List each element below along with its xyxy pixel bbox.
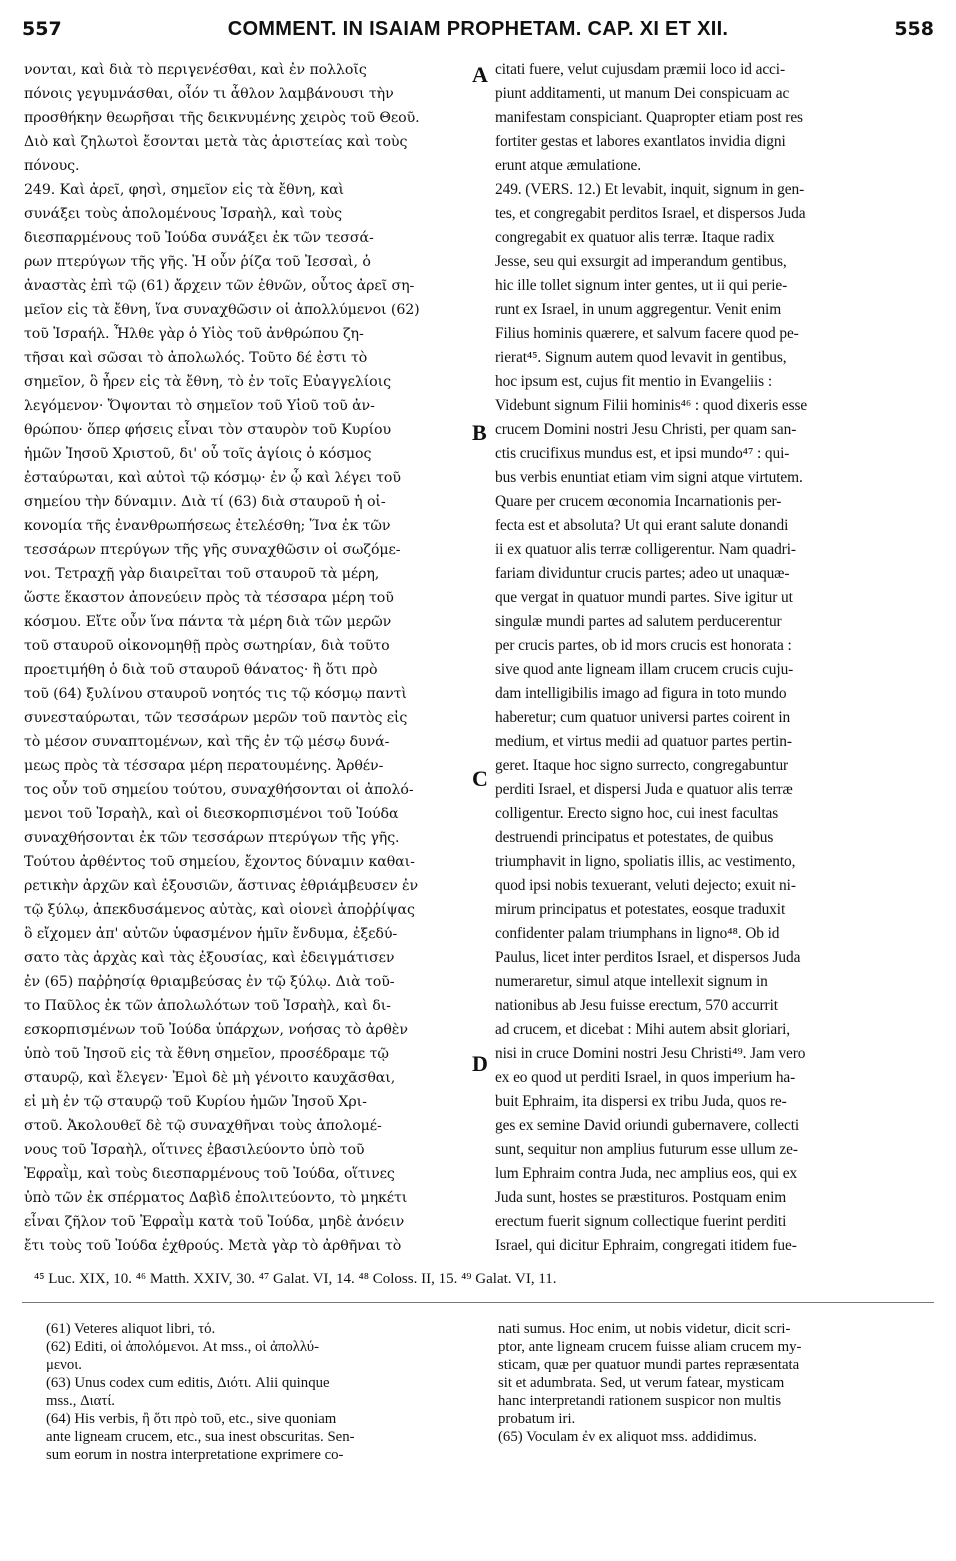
margin-letter-c: C [472,766,488,791]
latin-text-line: hoc ipsum est, cujus fit mentio in Evangeliis : [495,373,772,390]
footnote-line: hanc interpretandi rationem suspicor non multis [498,1393,782,1409]
footnote-divider [22,1302,934,1303]
footnote-line: μενοι. [46,1357,82,1373]
latin-text-line: quod ipsi nobis texuerant, veluti dejecto; exuit ni- [495,877,796,894]
latin-text-line: tes, et congregabit perditos Israel, et dispersos Juda [495,205,806,222]
greek-text-line: ὃ εἴχομεν ἀπ' αὐτῶν ὑφασμένον ἡμῖν ἔνδυμα, ἐξεδύ- [24,926,398,942]
greek-text-line: συναχθήσονται ἐκ τῶν τεσσάρων πτερύγων τῆς γῆς. [24,830,400,846]
latin-text-line: ii ex quatuor alis terræ colligerentur. Nam quadri- [495,541,796,558]
greek-text-line: ἐν (65) παῤῥησίᾳ θριαμβεύσας ἐν τῷ ξύλῳ. Διὰ τοῦ- [24,974,395,990]
greek-text-line: σταυρῷ, καὶ ἔλεγεν· Ἐμοὶ δὲ μὴ γένοιτο καυχᾶσθαι, [24,1070,396,1086]
latin-text-line: triumphavit in ligno, spoliatis illis, ac vestimento, [495,853,796,870]
latin-text-line: ctis crucifixus mundus est, et ipsi mundo⁴⁷ : qui- [495,445,790,462]
footnote-line: sum eorum in nostra interpretatione exprimere co- [46,1447,344,1463]
greek-text-line: ἔτι τοὺς τοῦ Ἰούδα ἐχθρούς. Μετὰ γὰρ τὸ ἀρθῆναι τὸ [24,1238,402,1254]
latin-text-line: Paulus, licet inter perditos Israel, et dispersos Juda [495,949,801,966]
latin-text-line: buit Ephraim, ita dispersi ex tribu Juda, quos re- [495,1093,787,1110]
greek-text-line: ὑπὸ τῶν ἐκ σπέρματος Δαβὶδ ἐπολιτεύοντο, τὸ μηκέτι [24,1190,408,1206]
greek-text-line: συνάξει τοὺς ἀπολομένους Ἰσραὴλ, καὶ τοὺς [24,206,342,222]
footnote-line: mss., Διατί. [46,1393,115,1409]
latin-text-line: ex eo quod ut perditi Israel, in quos imperium ha- [495,1069,796,1086]
footnote-line: ante ligneam crucem, etc., sua inest obscuritas. Sen- [46,1429,355,1445]
latin-text-line: Filius hominis quærere, et salvum facere quod pe- [495,325,799,342]
greek-text-line: Τούτου ἀρθέντος τοῦ σημείου, ἔχοντος δύναμιν καθαι- [24,854,415,870]
page-number-left: 557 [22,18,62,40]
latin-text-line: ad crucem, et dicebat : Mihi autem absit gloriari, [495,1021,791,1038]
latin-text-line: singulæ mundi partes ad salutem perducerentur [495,613,782,630]
footnote-line: sticam, quæ per quatuor mundi partes repræsentata [498,1357,800,1373]
latin-text-line: sive quod ante ligneam illam crucem crucis cuju- [495,661,794,678]
greek-text-line: λεγόμενον· Ὄψονται τὸ σημεῖον τοῦ Υἱοῦ τοῦ ἀν- [24,398,375,414]
latin-text-line: per crucis partes, ob id mors crucis est honorata : [495,637,792,654]
latin-text-line: numeraretur, simul atque intellexit signum in [495,973,768,990]
footnote-line: probatum iri. [498,1411,576,1427]
greek-text-line: θρώπου· ὅπερ φήσεις εἶναι τὸν σταυρὸν τοῦ Κυρίου [24,422,392,438]
greek-text-line: στοῦ. Ἀκολουθεῖ δὲ τῷ συναχθῆναι τοὺς ἀπολομέ- [24,1118,382,1134]
latin-text-line: lum Ephraim contra Juda, nec amplius eos, qui ex [495,1165,798,1182]
greek-text-line: προετιμήθη ὁ διὰ τοῦ σταυροῦ θάνατος· ἢ ὅτι πρὸ [24,662,378,678]
footnote-line: (64) His verbis, ἢ ὅτι πρὸ τοῦ, etc., sive quoniam [46,1411,337,1427]
greek-text-line: τοῦ σταυροῦ οἰκονομηθῇ πρὸς σωτηρίαν, διὰ τοῦτο [24,638,390,654]
margin-letter-b: B [472,420,487,445]
latin-text-line: hic ille tollet signum inter gentes, ut ii qui perie- [495,277,788,294]
greek-text-line: τῆσαι καὶ σῶσαι τὸ ἀπολωλός. Τοῦτο δέ ἐστι τὸ [24,350,368,366]
greek-text-line: τῷ ξύλῳ, ἀπεκδυσάμενος αὐτὰς, καὶ οἱονεὶ ἀποῤῥίψας [24,902,415,918]
latin-text-line: bus verbis enuntiat etiam vim signi atque virtutem. [495,469,803,486]
greek-text-line: ἀναστὰς ἐπὶ τῷ (61) ἄρχειν τῶν ἐθνῶν, οὗτος ἀρεῖ ση- [24,278,415,294]
greek-column [24,58,472,1258]
greek-text-line: σημεῖον, ὃ ἦρεν εἰς τὰ ἔθνη, τὸ ἐν τοῖς Εὐαγγελίοις [24,374,391,390]
latin-text-line: erunt atque æmulatione. [495,157,642,174]
latin-text-line: Quare per crucem œconomia Incarnationis per- [495,493,782,510]
latin-text-line: Jesse, seu qui exsurgit ad imperandum gentibus, [495,253,787,270]
greek-text-line: προσθήκην θεωρῆσαι τῆς δεικνυμένης χειρὸς τοῦ Θεοῦ. [24,110,420,126]
latin-text-line: confidenter palam triumphans in ligno⁴⁸. Ob id [495,925,780,942]
latin-text-line: citati fuere, velut cujusdam præmii loco id acci- [495,61,785,78]
footnote-line: ptor, ante ligneam crucem fuisse aliam crucem my- [498,1339,802,1355]
greek-text-line: διεσπαρμένους τοῦ Ἰούδα συνάξει ἐκ τῶν τεσσά- [24,230,374,246]
greek-text-line: κονομία τῆς ἐνανθρωπήσεως ἐτελέσθη; Ἵνα ἐκ τῶν [24,518,391,534]
greek-text-line: εἶναι ζῆλον τοῦ Ἐφραῒμ κατὰ τοῦ Ἰούδα, μηδὲ ἀνόειν [24,1214,405,1230]
greek-text-line: τοῦ Ἰσραήλ. Ἦλθε γὰρ ὁ Υἱὸς τοῦ ἀνθρώπου ζη- [24,326,364,342]
greek-text-line: σημείου τὴν δύναμιν. Διὰ τί (63) διὰ σταυροῦ ἡ οἰ- [24,494,386,510]
greek-text-line: νους τοῦ Ἰσραὴλ, οἵτινες ἐβασιλεύοντο ὑπὸ τοῦ [24,1142,365,1158]
greek-text-line: πόνους. [24,158,80,174]
footnotes-right [498,1320,938,1446]
footnote-line: (63) Unus codex cum editis, Διότι. Alii quinque [46,1375,330,1391]
latin-text-line: sunt, sequitur non amplius futurum esse ullum ze- [495,1141,798,1158]
margin-letter-a: A [472,62,488,87]
greek-text-line: ὥστε ἕκαστον ἀπονεύειν πρὸς τὰ τέσσαρα μέρη τοῦ [24,590,394,606]
greek-text-line: πόνοις γεγυμνάσθαι, οἷόν τι ἆθλον λαμβάνουσι τὴν [24,86,394,102]
latin-text-line: colligentur. Erecto signo hoc, cui inest facultas [495,805,779,822]
latin-text-line: geret. Itaque hoc signo surrecto, congregabuntur [495,757,789,774]
latin-text-line: haberetur; cum quatuor universi partes coirent in [495,709,791,726]
latin-text-line: Videbunt signum Filii hominis⁴⁶ : quod dixeris esse [495,397,808,414]
latin-text-line: nisi in cruce Domini nostri Jesu Christi⁴⁹. Jam vero [495,1045,806,1062]
greek-text-line: εσκορπισμένων τοῦ Ἰούδα ὑπάρχων, νοήσας τὸ ἀρθὲν [24,1022,408,1038]
latin-text-line: congregabit ex quatuor alis terræ. Itaque radix [495,229,775,246]
latin-text-line: destruendi principatus et potestates, de quibus [495,829,774,846]
greek-text-line: 249. Καὶ ἀρεῖ, φησὶ, σημεῖον εἰς τὰ ἔθνη, καὶ [24,182,345,198]
footnote-line: (65) Voculam ἐν ex aliquot mss. addidimus. [498,1429,757,1445]
latin-column [495,58,935,1258]
greek-text-line: ὑπὸ τοῦ Ἰησοῦ εἰς τὰ ἔθνη σημεῖον, προσέδραμε τῷ [24,1046,389,1062]
footnote-line: nati sumus. Hoc enim, ut nobis videtur, dicit scri- [498,1321,791,1337]
margin-letter-d: D [472,1051,488,1076]
latin-text-line: 249. (VERS. 12.) Et levabit, inquit, signum in gen- [495,181,805,198]
greek-text-line: εἰ μὴ ἐν τῷ σταυρῷ τοῦ Κυρίου ἡμῶν Ἰησοῦ Χρι- [24,1094,367,1110]
greek-text-line: μεῖον εἰς τὰ ἔθνη, ἵνα συναχθῶσιν οἱ ἀπολλύμενοι (62) [24,302,420,318]
latin-text-line: runt ex Israel, in unum aggregentur. Venit enim [495,301,782,318]
latin-text-line: fortiter gestas et labores exantlatos invidia digni [495,133,786,150]
latin-text-line: mirum principatus et potestates, eosque traduxit [495,901,786,918]
latin-text-line: fecta est et absoluta? Ut qui erant salute donandi [495,517,789,534]
greek-text-line: Ἐφραῒμ, καὶ τοὺς διεσπαρμένους τοῦ Ἰούδα, οἵτινες [24,1166,395,1182]
greek-text-line: ἐσταύρωται, καὶ αὐτοὶ τῷ κόσμῳ· ἐν ᾧ καὶ λέγει τοῦ [24,470,401,486]
greek-text-line: τος οὖν τοῦ σημείου τούτου, συναχθήσονται οἱ ἀπολό- [24,782,414,798]
latin-text-line: manifestam conspiciant. Quapropter etiam post res [495,109,803,126]
latin-text-line: ges ex semine David oriundi gubernavere, collecti [495,1117,800,1134]
footnotes-left [46,1320,476,1464]
greek-text-line: νοι. Τετραχῇ γὰρ διαιρεῖται τοῦ σταυροῦ τὰ μέρη, [24,566,380,582]
latin-text-line: fariam dividuntur crucis partes; adeo ut unaquæ- [495,565,790,582]
greek-text-line: μεως πρὸς τὰ τέσσαρα μέρη περατουμένης. Ἀρθέν- [24,758,384,774]
latin-text-line: que vergat in quatuor mundi partes. Sive igitur ut [495,589,793,606]
page-number-right: 558 [894,18,934,40]
footnote-line: (61) Veteres aliquot libri, τό. [46,1321,216,1337]
footnote-line: (62) Editi, οἱ ἀπολόμενοι. At mss., οἱ ἀπολλύ- [46,1339,320,1355]
running-title: COMMENT. IN ISAIAM PROPHETAM. CAP. XI ET XII. [227,18,729,40]
greek-text-line: Διὸ καὶ ζηλωτοὶ ἔσονται μετὰ τὰς ἀριστείας καὶ τοὺς [24,134,408,150]
greek-text-line: τοῦ (64) ξυλίνου σταυροῦ νοητός τις τῷ κόσμῳ παντὶ [24,686,407,702]
greek-text-line: κόσμου. Εἴτε οὖν ἵνα πάντα τὰ μέρη διὰ τῶν μερῶν [24,614,392,630]
greek-text-line: τεσσάρων πτερύγων τῆς γῆς συναχθῶσιν οἱ σωζόμε- [24,542,401,558]
greek-text-line: το Παῦλος ἐκ τῶν ἀπολωλότων τοῦ Ἰσραὴλ, καὶ δι- [24,998,391,1014]
latin-text-line: perditi Israel, et dispersi Juda e quatuor alis terræ [495,781,793,798]
greek-text-line: μενοι τοῦ Ἰσραὴλ, καὶ οἱ διεσκορπισμένοι τοῦ Ἰούδα [24,806,399,822]
latin-text-line: erectum fuerit signum collectique fuerint perditi [495,1213,787,1230]
latin-text-line: dam intelligibilis imago ad figura in toto mundo [495,685,787,702]
greek-text-line: συνεσταύρωται, τῶν τεσσάρων μερῶν τοῦ παντὸς εἰς [24,710,408,726]
greek-text-line: τὸ μέσον συναπτομένων, καὶ τῆς ἐν τῷ μέσῳ δυνά- [24,734,390,750]
latin-text-line: crucem Domini nostri Jesu Christi, per quam san- [495,421,797,438]
latin-text-line: Juda sunt, hostes se præstituros. Postquam enim [495,1189,787,1206]
greek-text-line: σατο τὰς ἀρχὰς καὶ τὰς ἐξουσίας, καὶ ἐδειγμάτισεν [24,950,395,966]
latin-text-line: piunt additamenti, ut manum Dei conspicuam ac [495,85,790,102]
greek-text-line: ρων πτερύγων τῆς γῆς. Ἡ οὖν ῥίζα τοῦ Ἰεσσαὶ, ὁ [24,254,371,270]
footnote-line: sit et adumbrata. Sed, ut verum fatear, mysticam [498,1375,785,1391]
latin-text-line: rierat⁴⁵. Signum autem quod levavit in gentibus, [495,349,787,366]
greek-text-line: νονται, καὶ διὰ τὸ περιγενέσθαι, καὶ ἐν πολλοῖς [24,62,367,78]
scripture-references: ⁴⁵ Luc. XIX, 10. ⁴⁶ Matth. XXIV, 30. ⁴⁷ Galat. VI, 14. ⁴⁸ Coloss. II, 15. ⁴⁹ Galat. VI, 11. [34,1271,557,1287]
latin-text-line: medium, et virtus medii ad quatuor partes pertin- [495,733,792,750]
latin-text-line: Israel, qui dicitur Ephraim, congregati itidem fue- [495,1237,797,1254]
latin-text-line: nationibus ab Jesu fuisse erectum, 570 accurrit [495,997,778,1014]
greek-text-line: ρετικὴν ἀρχῶν καὶ ἐξουσιῶν, ἅστινας ἐθριάμβευσεν ἐν [24,878,419,894]
greek-text-line: ἡμῶν Ἰησοῦ Χριστοῦ, δι' οὗ τοῖς ἁγίοις ὁ κόσμος [24,446,372,462]
